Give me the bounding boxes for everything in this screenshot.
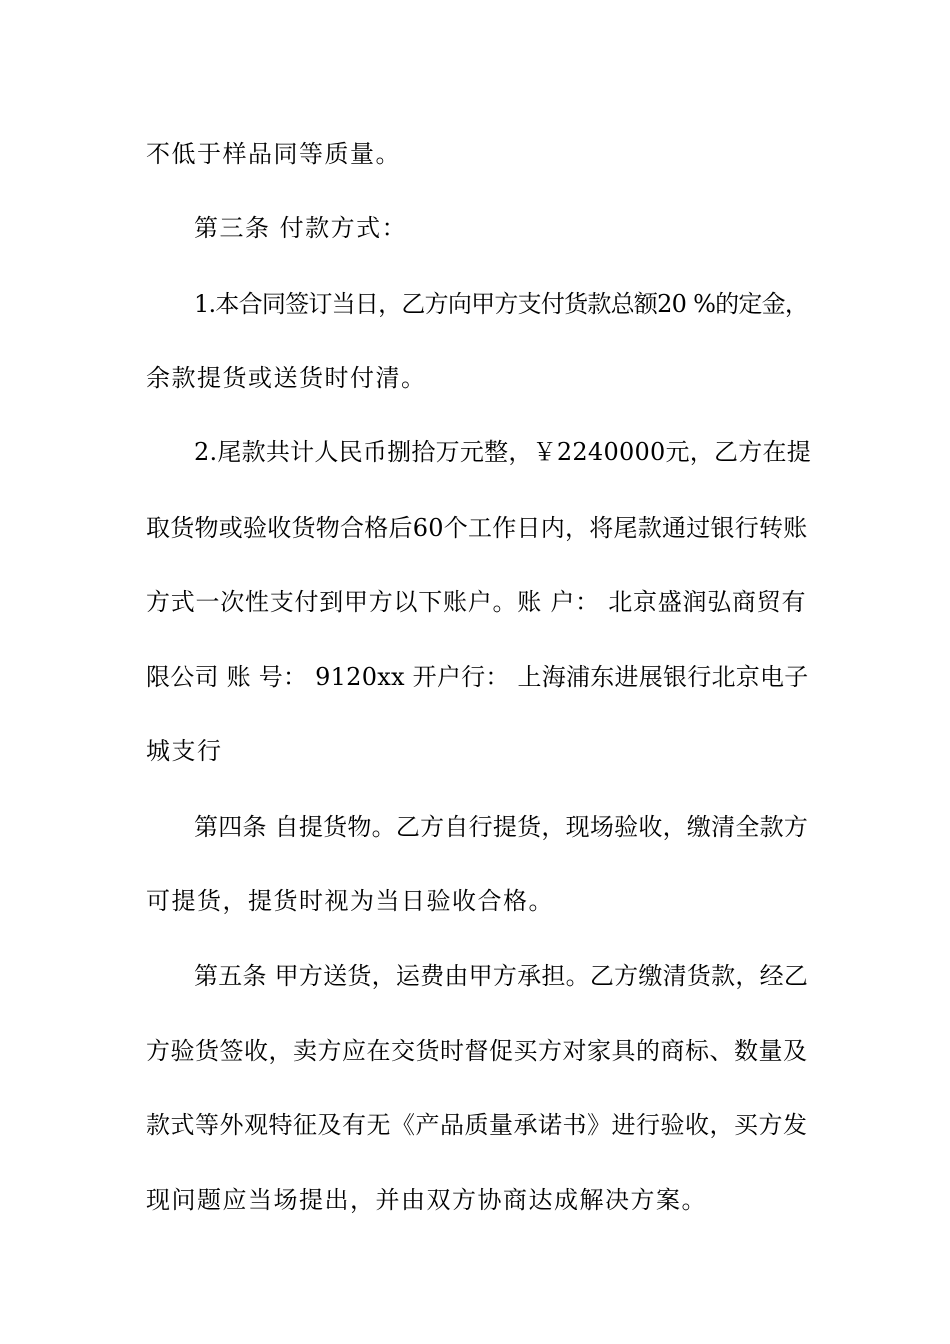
text-line: 款式等外观特征及有无《产品质量承诺书》进行验收，买方发 bbox=[146, 1111, 808, 1139]
text-line: 2.尾款共计人民币捌拾万元整，￥2240000元，乙方在提 bbox=[194, 438, 812, 466]
text-line: 不低于样品同等质量。 bbox=[146, 140, 401, 168]
text-line: 取货物或验收货物合格后60个工作日内，将尾款通过银行转账 bbox=[146, 514, 808, 542]
clause-heading: 第四条 自提货物。乙方自行提货，现场验收，缴清全款方 bbox=[194, 813, 809, 841]
text-line: 现问题应当场提出，并由双方协商达成解决方案。 bbox=[146, 1186, 707, 1214]
clause-heading: 第五条 甲方送货，运费由甲方承担。乙方缴清货款，经乙 bbox=[194, 962, 809, 990]
text-line: 方验货签收，卖方应在交货时督促买方对家具的商标、数量及 bbox=[146, 1037, 808, 1065]
clause-heading: 第三条 付款方式： bbox=[194, 214, 408, 242]
text-line: 可提货，提货时视为当日验收合格。 bbox=[146, 887, 554, 915]
text-line: 1.本合同签订当日，乙方向甲方支付货款总额20 %的定金， bbox=[194, 290, 809, 318]
text-line: 限公司 账 号： 9120xx 开户行： 上海浦东进展银行北京电子 bbox=[146, 663, 809, 691]
text-line: 城支行 bbox=[146, 737, 223, 765]
text-line: 余款提货或送货时付清。 bbox=[146, 364, 427, 392]
text-line: 方式一次性支付到甲方以下账户。账 户： 北京盛润弘商贸有 bbox=[146, 588, 807, 616]
